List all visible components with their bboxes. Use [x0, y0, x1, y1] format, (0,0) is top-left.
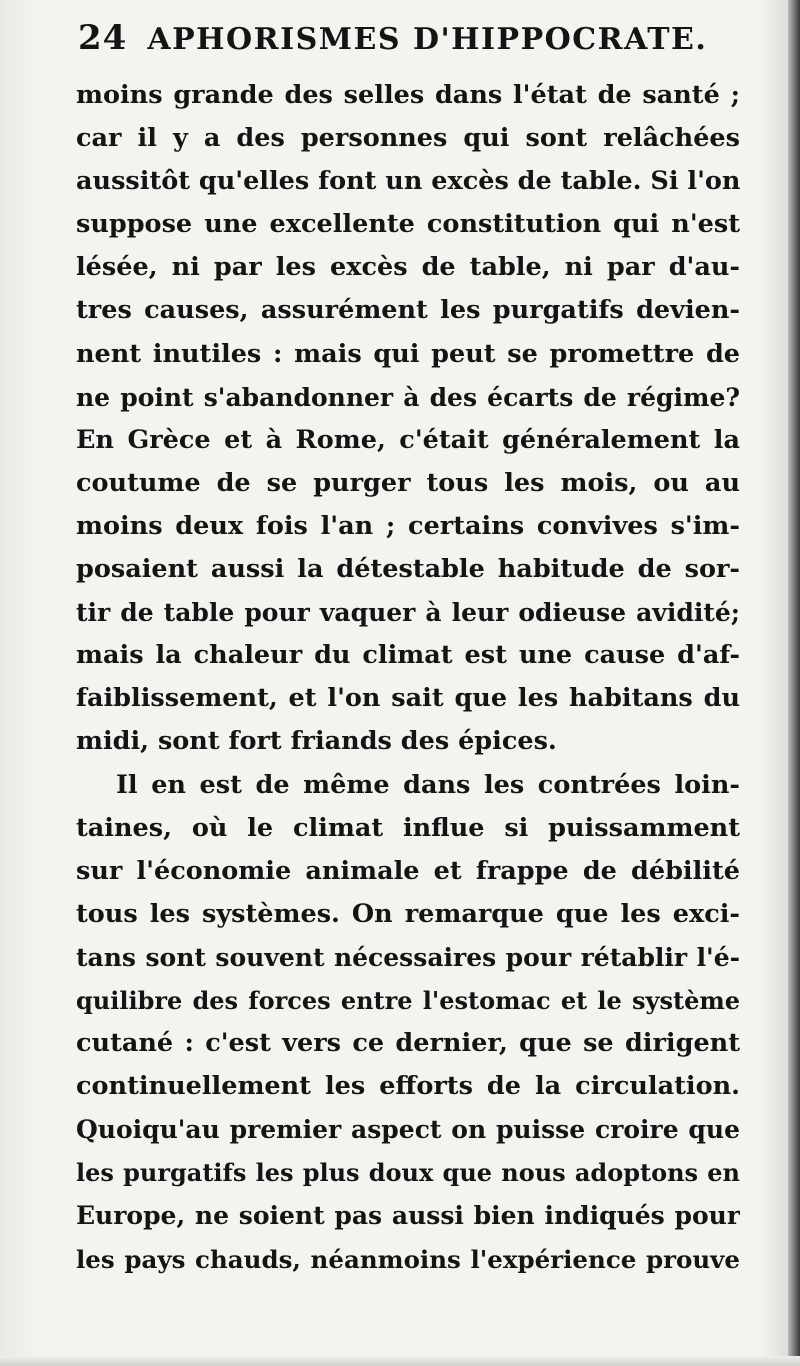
text-line: tres causes, assurément les purgatifs devien-	[76, 295, 740, 326]
text-line: ne point s'abandonner à des écarts de régime?	[76, 382, 740, 412]
text-line: mais la chaleur du climat est une cause d'af-	[76, 640, 740, 671]
text-line: nent inutiles : mais qui peut se promettre de	[76, 338, 740, 369]
text-line: car il y a des personnes qui sont relâchées	[76, 123, 740, 154]
text-line: les pays chauds, néanmoins l'expérience prouve	[76, 1244, 740, 1274]
text-line: moins deux fois l'an ; certains convives s'im-	[76, 510, 740, 541]
text-line: les purgatifs les plus doux que nous adoptons en	[76, 1158, 740, 1188]
page-edge-shadow	[788, 0, 800, 1366]
text-line: En Grèce et à Rome, c'était généralement la	[76, 424, 740, 455]
paragraph-start-line: Il en est de même dans les contrées loin-	[116, 769, 740, 800]
text-line: faiblissement, et l'on sait que les habitans du	[76, 683, 740, 714]
text-line: continuellement les efforts de la circulation.	[76, 1071, 740, 1102]
text-line: posaient aussi la détestable habitude de sor-	[76, 554, 740, 585]
text-line: aussitôt qu'elles font un excès de table. Si l'on	[76, 166, 740, 197]
text-line: coutume de se purger tous les mois, ou au	[76, 467, 740, 498]
text-line: taines, où le climat influe si puissamment	[76, 812, 740, 843]
text-line: tous les systèmes. On remarque que les exci-	[76, 898, 740, 929]
page-header	[78, 18, 738, 68]
text-line: tans sont souvent nécessaires pour rétablir l'é-	[76, 942, 740, 972]
text-line: cutané : c'est vers ce dernier, que se dirigent	[76, 1028, 740, 1059]
text-line: lésée, ni par les excès de table, ni par d'au-	[76, 252, 740, 283]
text-line: sur l'économie animale et frappe de débilité	[76, 855, 740, 886]
text-line: suppose une excellente constitution qui n'est	[76, 209, 740, 240]
running-title: APHORISMES D'HIPPOCRATE.	[147, 22, 708, 57]
text-line: Quoiqu'au premier aspect on puisse croire que	[76, 1115, 740, 1145]
text-line: quilibre des forces entre l'estomac et le système	[76, 985, 740, 1015]
body-text	[76, 74, 740, 1281]
paragraph-end-line: midi, sont fort friands des épices.	[76, 726, 557, 757]
page-number: 24	[78, 18, 128, 58]
text-line: tir de table pour vaquer à leur odieuse avidité;	[76, 598, 740, 628]
text-line: Europe, ne soient pas aussi bien indiqués pour	[76, 1201, 740, 1231]
text-line: moins grande des selles dans l'état de santé ;	[76, 80, 740, 110]
page-bottom-edge	[0, 1356, 800, 1366]
